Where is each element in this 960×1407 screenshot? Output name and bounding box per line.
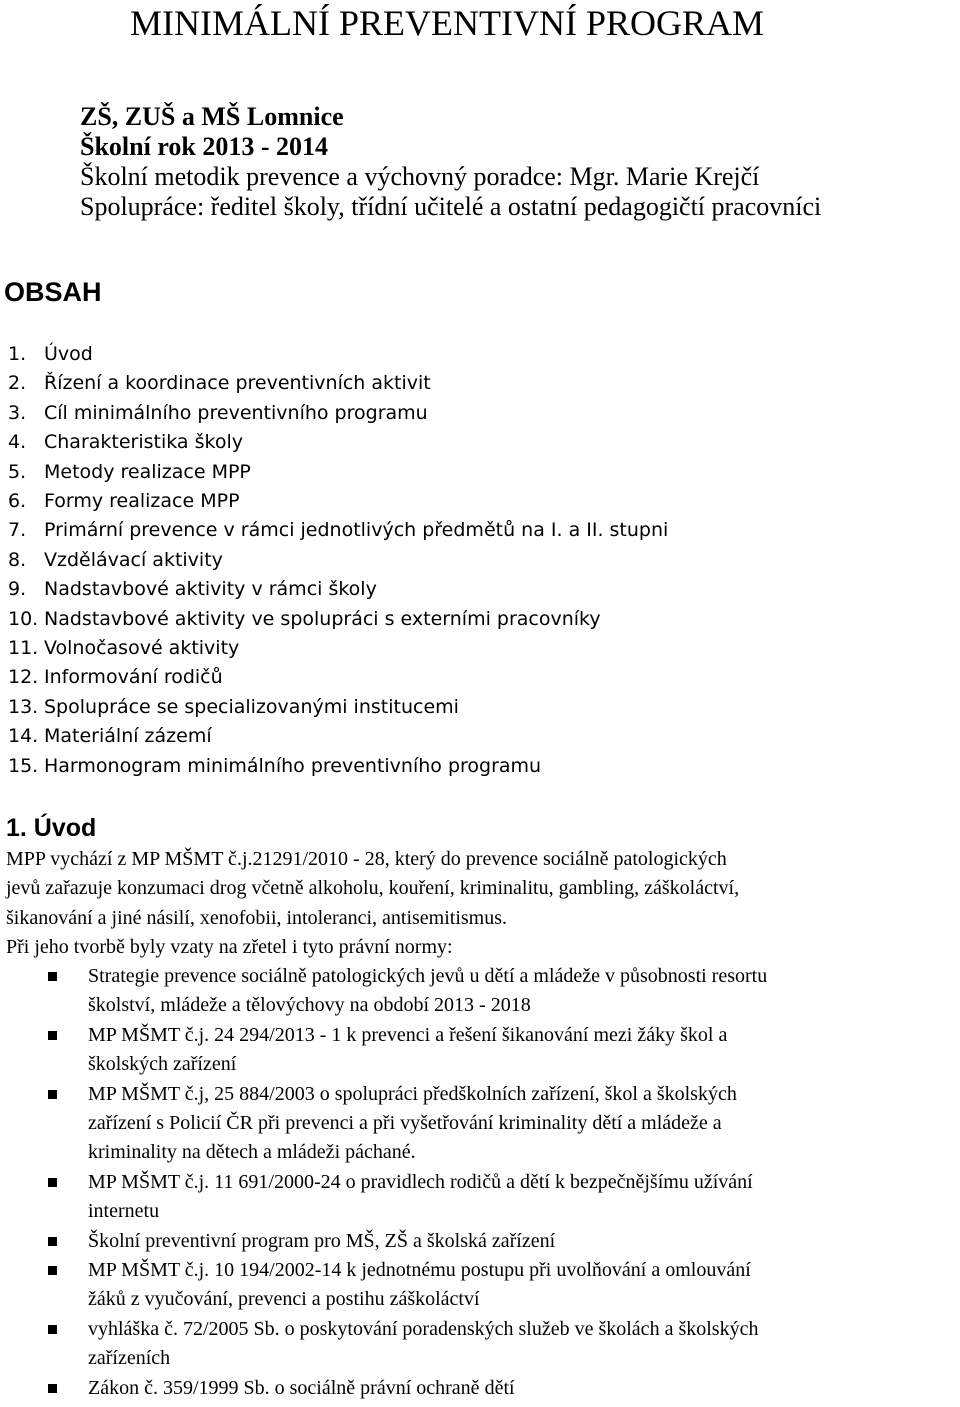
toc-item-number: 15.	[8, 754, 39, 777]
norm-item	[48, 1227, 767, 1256]
square-bullet-icon	[48, 1237, 57, 1246]
toc-item	[8, 634, 668, 663]
norm-item-line: MP MŠMT č.j, 25 884/2003 o spolupráci předškolních zařízení, škol a školských	[88, 1082, 737, 1105]
norm-item-line: žáků z vyučování, prevenci a postihu záškoláctví	[88, 1288, 480, 1311]
norm-item	[48, 1168, 767, 1227]
toc-item-label: Materiální zázemí	[44, 725, 212, 748]
norm-item	[48, 1021, 767, 1080]
cooperation-line: Spolupráce: ředitel školy, třídní učitelé a ostatní pedagogičtí pracovníci	[80, 192, 822, 221]
toc-item	[8, 752, 668, 781]
toc-item-number: 7.	[8, 519, 27, 542]
toc-item-label: Primární prevence v rámci jednotlivých předmětů na I. a II. stupni	[44, 519, 669, 542]
toc-item	[8, 458, 668, 487]
toc-item-label: Informování rodičů	[44, 666, 223, 689]
square-bullet-icon	[48, 1384, 57, 1393]
toc-item-label: Metody realizace MPP	[44, 460, 251, 483]
norm-item	[48, 1080, 767, 1168]
toc-item-label: Úvod	[44, 343, 93, 365]
toc-item-label: Charakteristika školy	[44, 431, 243, 454]
toc-item-label: Vzdělávací aktivity	[44, 548, 223, 571]
toc-item	[8, 399, 668, 428]
toc-item	[8, 516, 668, 545]
toc-item-label: Cíl minimálního preventivního programu	[44, 401, 428, 424]
toc-heading: OBSAH	[4, 277, 102, 307]
norm-item-line: zařízeních	[88, 1347, 171, 1370]
norm-item-line: školských zařízení	[88, 1053, 237, 1076]
norm-item-line: Strategie prevence sociálně patologických jevů u dětí a mládeže v působnosti resortu	[88, 965, 768, 987]
norm-item-line: internetu	[88, 1200, 160, 1223]
toc-item-label: Nadstavbové aktivity ve spolupráci s externími pracovníky	[44, 607, 601, 630]
toc-item	[8, 428, 668, 457]
toc-item	[8, 663, 668, 692]
intro-line: jevů zařazuje konzumaci drog včetně alkoholu, kouření, kriminalitu, gambling, záškoláctví,	[6, 877, 740, 900]
intro-line: šikanování a jiné násilí, xenofobii, intoleranci, antisemitismus.	[6, 906, 508, 929]
toc-item-number: 10.	[8, 607, 39, 630]
intro-line: Při jeho tvorbě byly vzaty na zřetel i tyto právní normy:	[6, 936, 453, 959]
toc-item-label: Formy realizace MPP	[44, 490, 240, 513]
section-heading-intro: 1. Úvod	[6, 814, 97, 842]
toc-item-number: 13.	[8, 695, 39, 718]
square-bullet-icon	[48, 972, 57, 981]
toc-item-number: 8.	[8, 548, 27, 571]
methodist-line: Školní metodik prevence a výchovný poradce: Mgr. Marie Krejčí	[80, 162, 760, 191]
school-name: ZŠ, ZUŠ a MŠ Lomnice	[80, 102, 344, 131]
toc-item	[8, 546, 668, 575]
school-year: Školní rok 2013 - 2014	[80, 132, 329, 161]
school-info	[80, 102, 821, 222]
norm-item-line: MP MŠMT č.j. 10 194/2002-14 k jednotnému postupu při uvolňování a omlouvání	[88, 1259, 751, 1282]
norm-item	[48, 1315, 767, 1374]
table-of-contents	[8, 340, 668, 781]
toc-item	[8, 722, 668, 751]
norm-item-line: vyhláška č. 72/2005 Sb. o poskytování poradenských služeb ve školách a školských	[88, 1317, 759, 1340]
legal-norms-list	[48, 962, 767, 1403]
toc-item	[8, 487, 668, 516]
square-bullet-icon	[48, 1325, 57, 1334]
toc-item-number: 5.	[8, 460, 27, 483]
toc-item-label: Řízení a koordinace preventivních aktivit	[44, 372, 431, 395]
document-title: MINIMÁLNÍ PREVENTIVNÍ PROGRAM	[130, 3, 764, 43]
norm-item-line: Školní preventivní program pro MŠ, ZŠ a školská zařízení	[88, 1229, 556, 1252]
norm-item	[48, 962, 767, 1021]
toc-item	[8, 340, 668, 369]
square-bullet-icon	[48, 1266, 57, 1275]
toc-item	[8, 575, 668, 604]
square-bullet-icon	[48, 1178, 57, 1187]
toc-item	[8, 605, 668, 634]
norm-item-line: Zákon č. 359/1999 Sb. o sociálně právní ochraně dětí	[88, 1376, 515, 1399]
square-bullet-icon	[48, 1031, 57, 1040]
toc-item-label: Volnočasové aktivity	[44, 637, 240, 660]
norm-item	[48, 1256, 767, 1315]
toc-item	[8, 369, 668, 398]
toc-item	[8, 693, 668, 722]
norm-item-line: zařízení s Policií ČR při prevenci a při vyšetřování kriminality dětí a mládeže a	[88, 1112, 722, 1135]
norm-item-line: MP MŠMT č.j. 11 691/2000-24 o pravidlech rodičů a dětí k bezpečnějšímu užívání	[88, 1170, 753, 1193]
toc-item-number: 4.	[8, 431, 27, 454]
toc-item-number: 2.	[8, 372, 27, 395]
intro-line: MPP vychází z MP MŠMT č.j.21291/2010 - 28, který do prevence sociálně patologických	[6, 848, 727, 870]
toc-item-number: 12.	[8, 666, 39, 689]
toc-item-number: 11.	[8, 637, 39, 660]
toc-item-number: 1.	[8, 343, 27, 365]
toc-item-number: 6.	[8, 490, 27, 513]
toc-item-number: 3.	[8, 401, 27, 424]
toc-item-number: 9.	[8, 578, 27, 601]
toc-item-number: 14.	[8, 725, 39, 748]
toc-item-label: Spolupráce se specializovanými institucemi	[44, 695, 459, 718]
norm-item-line: kriminality na dětech a mládeži páchané.	[88, 1141, 416, 1164]
square-bullet-icon	[48, 1090, 57, 1099]
toc-item-label: Nadstavbové aktivity v rámci školy	[44, 578, 377, 601]
norm-item	[48, 1374, 767, 1403]
toc-item-label: Harmonogram minimálního preventivního programu	[44, 754, 542, 777]
norm-item-line: MP MŠMT č.j. 24 294/2013 - 1 k prevenci a řešení šikanování mezi žáky škol a	[88, 1023, 728, 1046]
intro-paragraph	[6, 845, 956, 963]
norm-item-line: školství, mládeže a tělovýchovy na období 2013 - 2018	[88, 994, 531, 1017]
